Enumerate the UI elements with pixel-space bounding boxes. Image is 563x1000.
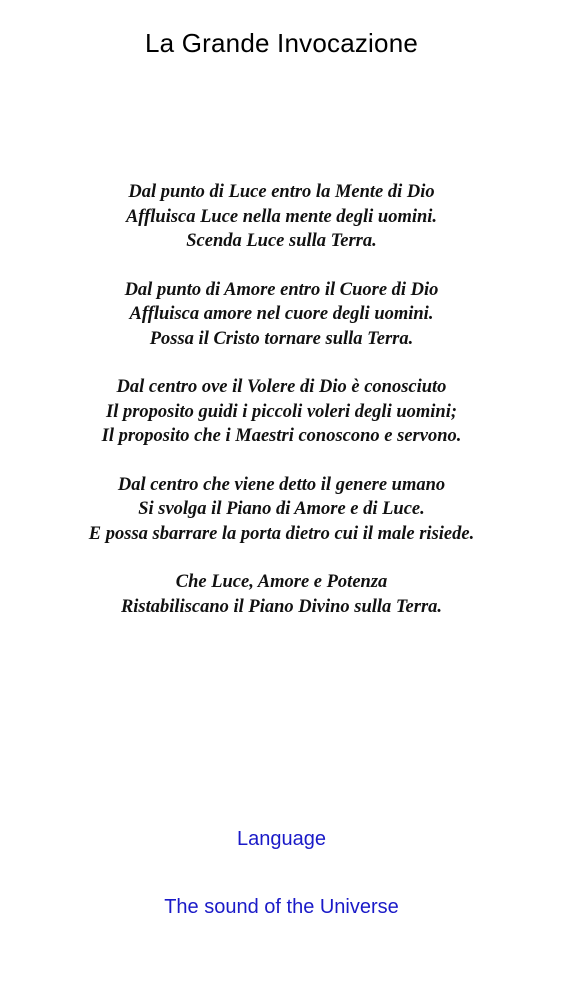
poem-line: Dal centro che viene detto il genere umano (117, 474, 446, 495)
page-title: La Grande Invocazione (144, 28, 419, 58)
poem-line: Che Luce, Amore e Potenza (175, 572, 388, 592)
stanza-5 (0, 570, 563, 619)
poem-line: Il proposito guidi i piccoli voleri degli uomini; (106, 401, 457, 422)
poem-line: Affluisca Luce nella mente degli uomini. (125, 206, 438, 227)
invocation-text (0, 180, 563, 643)
stanza-1 (0, 180, 563, 254)
poem-line: Dal punto di Amore entro il Cuore di Dio (124, 279, 439, 300)
poem-line: Dal centro ove il Volere di Dio è conosciuto (116, 377, 447, 397)
poem-line: Ristabiliscano il Piano Divino sulla Terra. (120, 596, 443, 617)
language-button[interactable]: Language (237, 828, 326, 850)
poem-line: E possa sbarrare la porta dietro cui il male risiede. (88, 523, 475, 544)
poem-line: Dal punto di Luce entro la Mente di Dio (128, 182, 435, 202)
stanza-4 (0, 473, 563, 547)
poem-line: Affluisca amore nel cuore degli uomini. (129, 304, 434, 324)
sound-of-universe-button[interactable]: The sound of the Universe (164, 896, 399, 918)
stanza-2 (0, 278, 563, 352)
poem-line: Possa il Cristo tornare sulla Terra. (149, 328, 414, 349)
poem-line: Scenda Luce sulla Terra. (186, 231, 377, 251)
stanza-3 (0, 375, 563, 449)
poem-line: Si svolga il Piano di Amore e di Luce. (138, 499, 425, 519)
poem-line: Il proposito che i Maestri conoscono e servono. (101, 426, 462, 446)
